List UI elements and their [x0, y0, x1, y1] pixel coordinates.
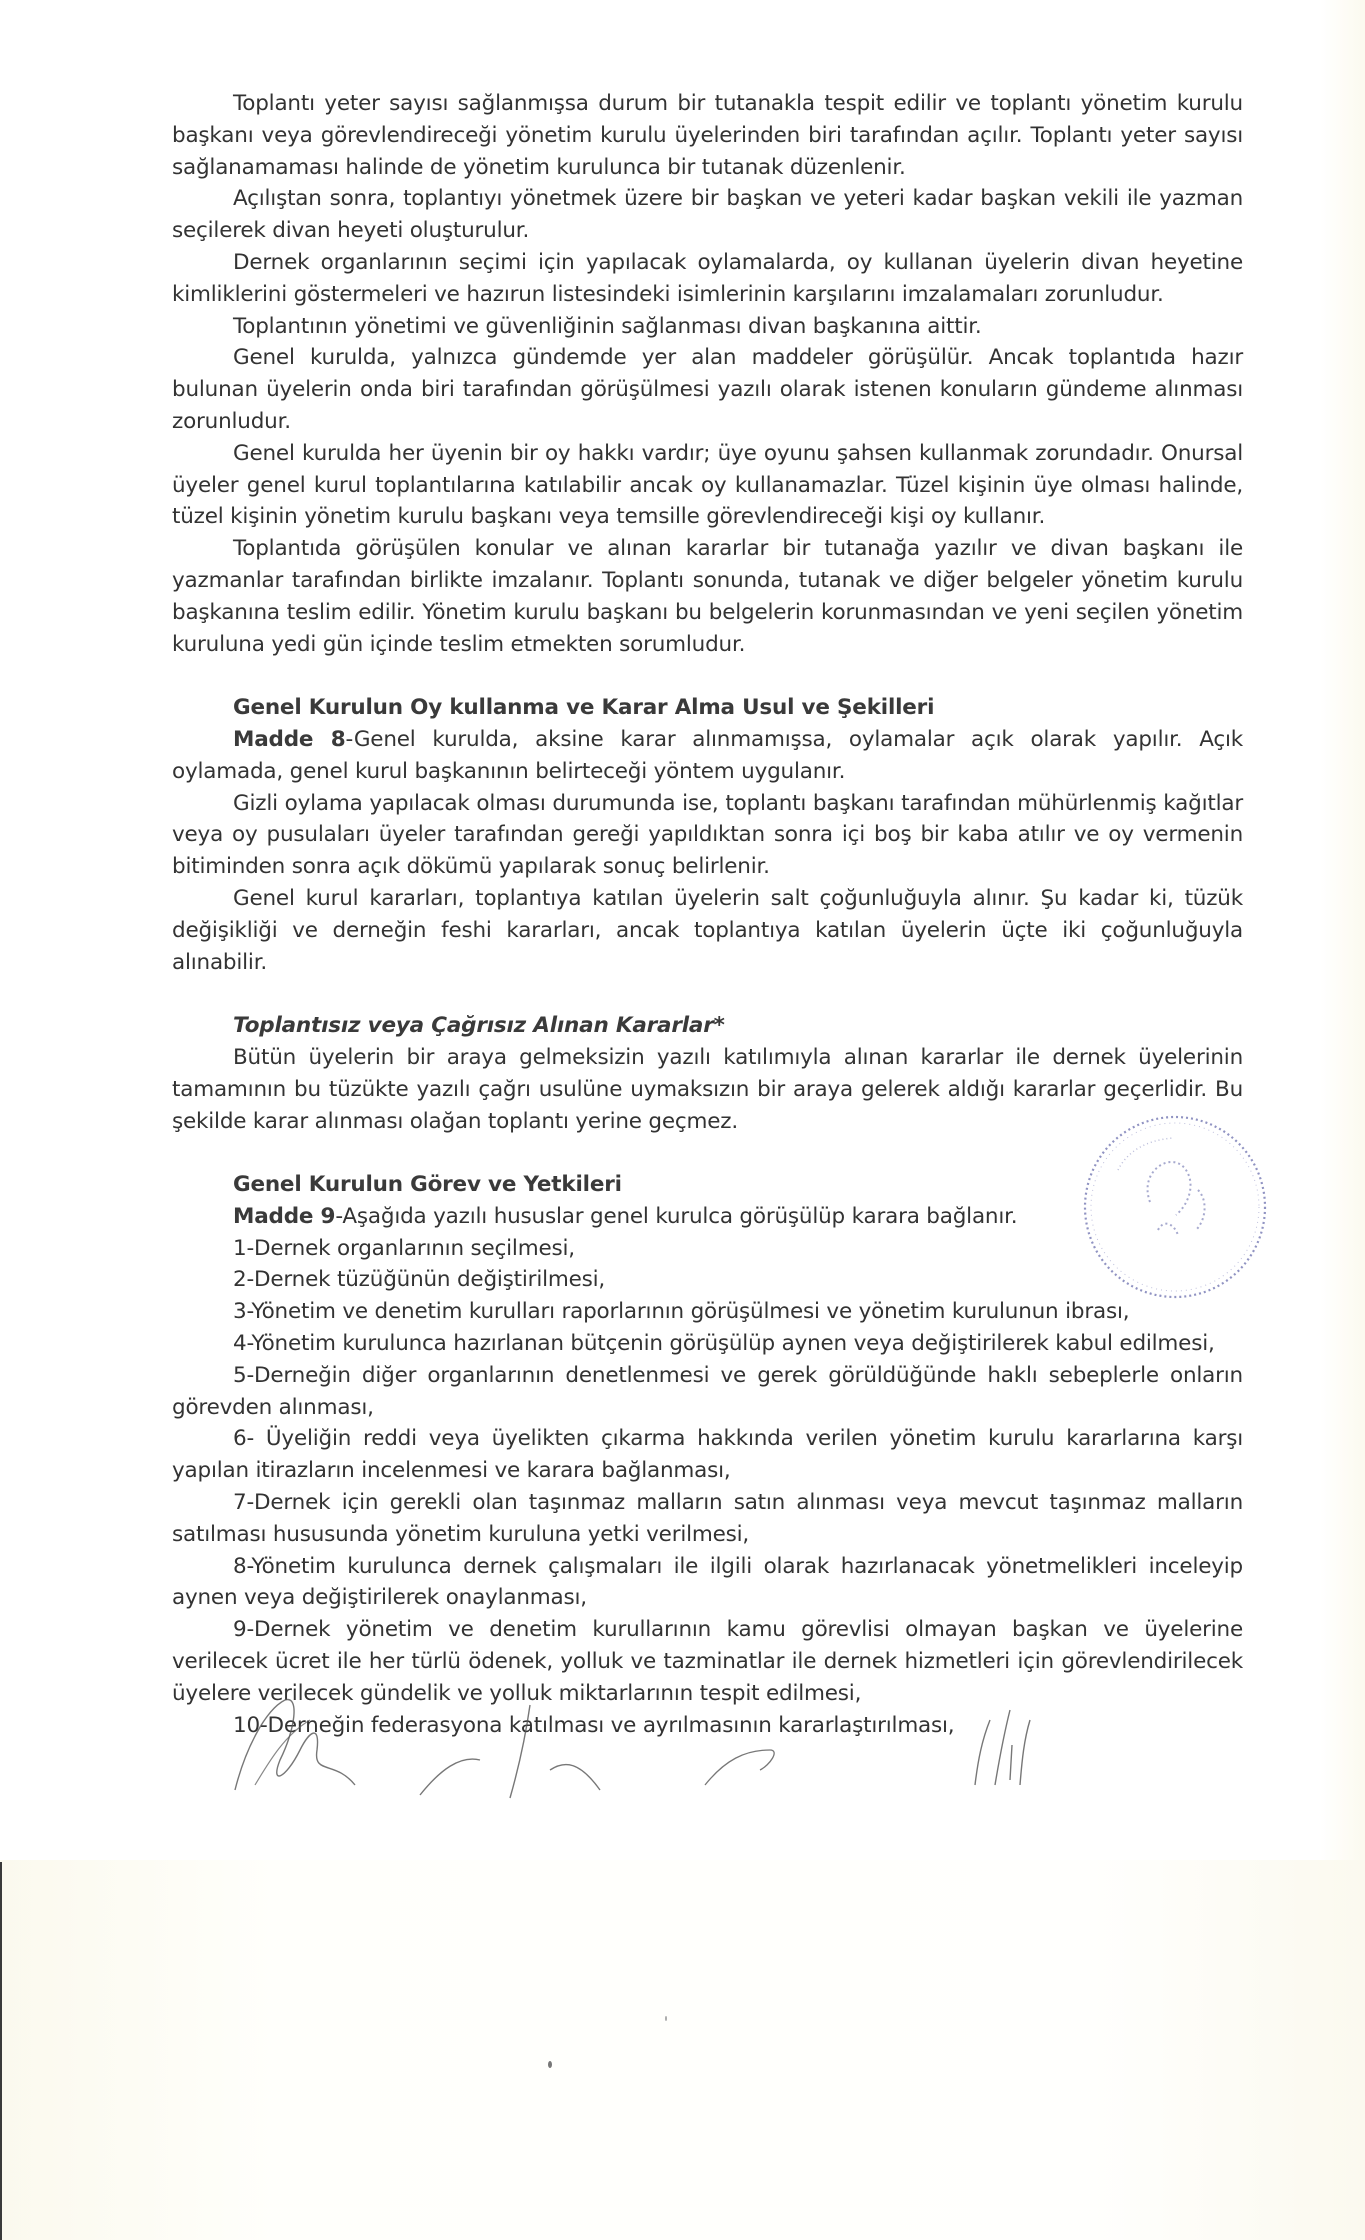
list-item: 4-Yönetim kurulunca hazırlanan bütçenin görüşülüp aynen veya değiştirilerek kabul edilmesi, — [233, 1331, 1215, 1357]
spacer — [172, 978, 1243, 1010]
article-9 — [172, 1201, 1243, 1233]
list-item: 3-Yönetim ve denetim kurulları raporlarının görüşülmesi ve yönetim kurulunun ibrası, — [233, 1299, 1130, 1325]
article-label: Madde 9 — [233, 1203, 336, 1229]
paragraph: Genel kurulda her üyenin bir oy hakkı vardır; üye oyunu şahsen kullanmak zorundadır. Onursal üyeler genel kurul toplantılarına katılabilir ancak oy kullanamazlar. Tüzel kişinin üye olması halinde, tüzel kişinin yönetim kurulu başkanı veya temsille görevlendireceği kişi oy kullanır. — [172, 440, 1243, 530]
paragraph: Dernek organlarının seçimi için yapılacak oylamalarda, oy kullanan üyelerin divan heyetine kimliklerini göstermeleri ve hazırun listesindeki isimlerinin karşılarını imzalamaları zorunludur. — [172, 249, 1243, 307]
article-8 — [172, 724, 1243, 788]
list-item: 7-Dernek için gerekli olan taşınmaz malların satın alınması veya mevcut taşınmaz malların satılması hususunda yönetim kuruluna yetki verilmesi, — [172, 1490, 1243, 1547]
paper-tint-bottom — [0, 1860, 1365, 2240]
section-heading-decisions-without-meeting: Toplantısız veya Çağrısız Alınan Kararlar* — [233, 1013, 725, 1039]
scan-speck — [665, 2016, 667, 2021]
article-text: -Aşağıda yazılı hususlar genel kurulca görüşülüp karara bağlanır. — [335, 1203, 1018, 1229]
paragraph: Genel kurul kararları, toplantıya katılan üyelerin salt çoğunluğuyla alınır. Şu kadar ki, tüzük değişikliği ve derneğin feshi kararları, ancak toplantıya katılan üyelerin üçte iki çoğunluğuyla alınabilir. — [172, 885, 1243, 975]
list-item: 9-Dernek yönetim ve denetim kurullarının kamu görevlisi olmayan başkan ve üyelerine verilecek ücret ile her türlü ödenek, yolluk ve tazminatlar ile dernek hizmetleri için görevlendirilecek üyelere verilecek gündelik ve yolluk miktarlarının tespit edilmesi, — [172, 1617, 1243, 1706]
list-item: 2-Dernek tüzüğünün değiştirilmesi, — [233, 1267, 606, 1293]
list-item: 6- Üyeliğin reddi veya üyelikten çıkarma hakkında verilen yönetim kurulu kararlarına karşı yapılan itirazların incelenmesi ve karara bağlanması, — [172, 1426, 1243, 1484]
paragraph: Bütün üyelerin bir araya gelmeksizin yazılı katılımıyla alınan kararlar ile dernek üyelerinin tamamının bu tüzükte yazılı çağrı usulüne uymaksızın bir araya gelerek aldığı kararlar geçerlidir. Bu şekilde karar alınması olağan toplantı yerine geçmez. — [172, 1044, 1243, 1134]
paragraph: Toplantıda görüşülen konular ve alınan kararlar bir tutanağa yazılır ve divan başkanı ile yazmanlar tarafından birlikte imzalanır. Toplantı sonunda, tutanak ve diğer belgeler yönetim kurulu başkanına teslim edilir. Yönetim kurulu başkanı bu belgelerin korunmasından ve yeni seçilen yönetim kuruluna yedi gün içinde teslim etmekten sorumludur. — [172, 536, 1243, 657]
paragraph: Genel kurulda, yalnızca gündemde yer alan maddeler görüşülür. Ancak toplantıda hazır bulunan üyelerin onda biri tarafından görüşülmesi yazılı olarak istenen konuların gündeme alınması zorunludur. — [172, 345, 1243, 434]
paragraph: Toplantının yönetimi ve güvenliğinin sağlanması divan başkanına aittir. — [233, 313, 982, 339]
paragraph: Gizli oylama yapılacak olması durumunda ise, toplantı başkanı tarafından mühürlenmiş kağıtlar veya oy pusulaları üyeler tarafından gereği yapıldıktan sonra içi boş bir kaba atılır ve oy vermenin bitiminden sonra açık dökümü yapılarak sonuç belirlenir. — [172, 790, 1243, 880]
section-heading-duties: Genel Kurulun Görev ve Yetkileri — [233, 1172, 622, 1198]
spacer — [172, 1137, 1243, 1169]
section-heading-voting: Genel Kurulun Oy kullanma ve Karar Alma Usul ve Şekilleri — [233, 695, 935, 721]
paragraph: Toplantı yeter sayısı sağlanmışsa durum bir tutanakla tespit edilir ve toplantı yönetim kurulu başkanı veya görevlendireceği yönetim kurulu üyelerinden biri tarafından açılır. Toplantı yeter sayısı sağlanamaması halinde de yönetim kurulunca bir tutanak düzenlenir. — [172, 91, 1243, 180]
scan-edge-left — [0, 1862, 2, 2240]
list-item: 5-Derneğin diğer organlarının denetlenmesi ve gerek görüldüğünde haklı sebeplerle onların görevden alınması, — [172, 1362, 1243, 1420]
scan-speck — [548, 2061, 552, 2068]
article-label: Madde 8 — [233, 726, 346, 752]
list-item: 10-Derneğin federasyona katılması ve ayrılmasının kararlaştırılması, — [233, 1712, 955, 1738]
list-item: 1-Dernek organlarının seçilmesi, — [233, 1235, 575, 1261]
document-page — [172, 88, 1243, 1741]
list-item: 8-Yönetim kurulunca dernek çalışmaları ile ilgili olarak hazırlanacak yönetmelikleri inceleyip aynen veya değiştirilerek onaylanması, — [172, 1553, 1243, 1611]
paragraph: Açılıştan sonra, toplantıyı yönetmek üzere bir başkan ve yeteri kadar başkan vekili ile yazman seçilerek divan heyeti oluşturulur. — [172, 186, 1243, 244]
article-text: -Genel kurulda, aksine karar alınmamışsa, oylamalar açık olarak yapılır. Açık oylamada, genel kurul başkanının belirteceği yöntem uygulanır. — [172, 726, 1243, 784]
spacer — [172, 660, 1243, 692]
